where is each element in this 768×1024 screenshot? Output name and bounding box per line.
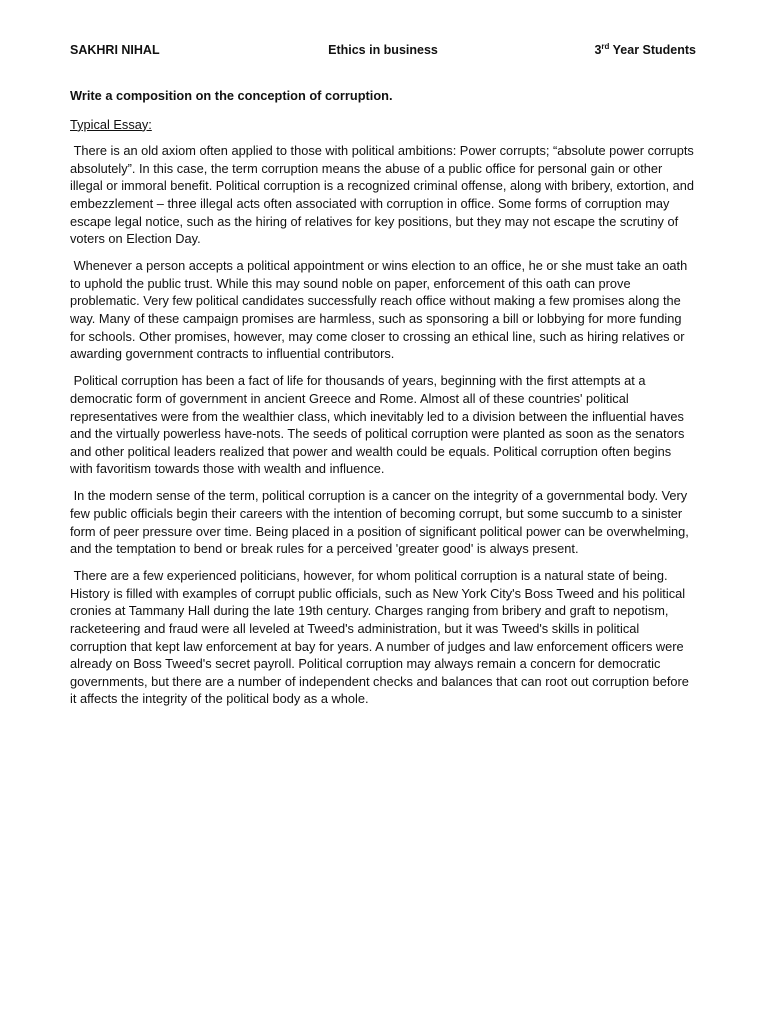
level-number: 3 xyxy=(594,43,602,57)
author-name: SAKHRI NIHAL xyxy=(70,43,160,57)
essay-paragraph-3: Political corruption has been a fact of life for thousands of years, beginning with the first attempts at a democratic form of government in ancient Greece and Rome. Almost all of these countries' political representatives were from the wealthier class, which inevitably led to a division between the influential haves and the virtually powerless have-nots. The seeds of political corruption were planted as soon as the senators and other political leaders realized that power and wealth could be equals. Political corruption often begins with favoritism towards those with wealth and influence. xyxy=(70,373,685,477)
page-header xyxy=(70,43,696,61)
level-suffix: rd xyxy=(601,42,610,51)
level-rest: Year Students xyxy=(609,43,696,57)
essay-paragraph-4: In the modern sense of the term, political corruption is a cancer on the integrity of a governmental body. Very few public officials begin their careers with the intention of becoming corrupt, but some succumb to a sinister form of peer pressure over time. Being placed in a position of significant political power can be overwhelming, and the temptation to bend or break rules for a perceived 'greater good' is always present. xyxy=(70,488,689,557)
course-title-text: Ethics in business xyxy=(328,43,438,57)
essay-subheading: Typical Essay: xyxy=(70,116,152,132)
document-body xyxy=(70,87,696,718)
essay-paragraph-5: There are a few experienced politicians, however, for whom political corruption is a natural state of being. History is filled with examples of corrupt public officials, such as New York City's Boss Tweed and his political cronies at Tammany Hall during the late 19th century. Charges ranging from bribery and graft to nepotism, racketeering and fraud were all leveled at Tweed's administration, but it was Tweed's skills in political corruption that kept law enforcement at bay for years. A number of judges and law enforcement officers were already on Boss Tweed's secret payroll. Political corruption may always remain a concern for democratic governments, but there are a number of independent checks and balances that can root out corruption before it affects the integrity of the political body as a whole. xyxy=(70,568,689,707)
essay-paragraph-1: There is an old axiom often applied to those with political ambitions: Power corrupts; “absolute power corrupts absolutely”. In this case, the term corruption means the abuse of a public office for personal gain or other illegal or immoral benefit. Political corruption is a recognized criminal offense, along with bribery, extortion, and embezzlement – three illegal acts often associated with corruption in office. Some forms of corruption may escape legal notice, such as the hiring of relatives for key positions, but they may not escape the scrutiny of voters on Election Day. xyxy=(70,143,695,247)
essay-paragraph-2: Whenever a person accepts a political appointment or wins election to an office, he or she must take an oath to uphold the public trust. While this may sound noble on paper, enforcement of this oath can prove problematic. Very few political candidates successfully reach office without making a few promises along the way. Many of these campaign promises are harmless, such as sponsoring a bill or lobbying for more funding for schools. Other promises, however, may come closer to crossing an ethical line, such as hiring relatives or awarding government contracts to influential contributors. xyxy=(70,258,688,362)
student-level xyxy=(594,43,696,57)
assignment-prompt: Write a composition on the conception of corruption. xyxy=(70,88,393,103)
